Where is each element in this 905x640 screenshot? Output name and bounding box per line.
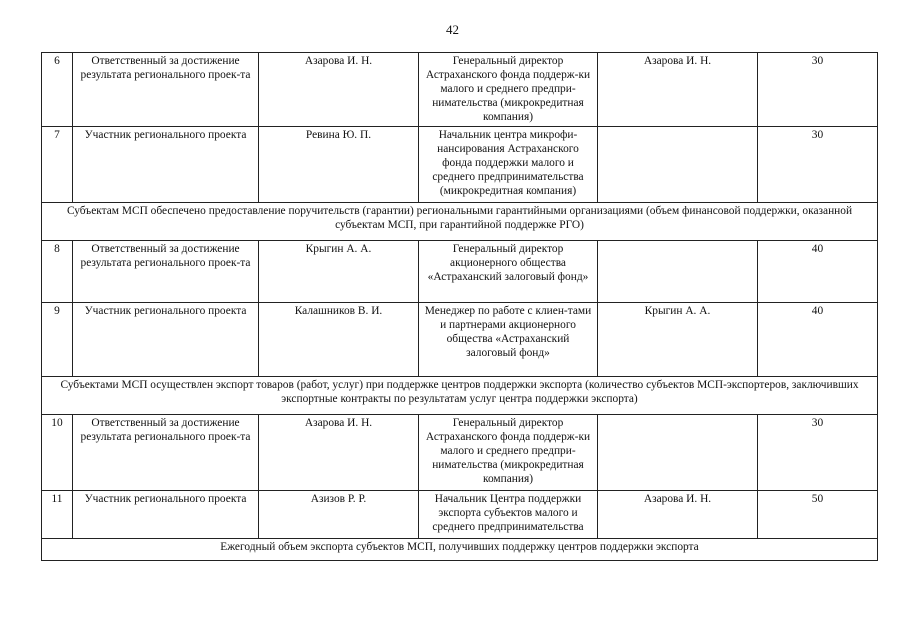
name-cell: Крыгин А. А. (259, 241, 419, 303)
role-cell: Ответственный за достижение результата регионального проек-та (73, 241, 259, 303)
table-row (42, 491, 878, 539)
table-row (42, 241, 878, 303)
table-row (42, 127, 878, 203)
table-row (42, 303, 878, 377)
section-heading: Субъектам МСП обеспечено предоставление поручительств (гарантии) региональными гарантийными организациями (объем финансовой поддержки, оказанной субъектам МСП, при гарантийной поддержке РГО) (42, 203, 878, 241)
row-number: 7 (42, 127, 73, 203)
supervisor-cell (598, 127, 758, 203)
row-number: 6 (42, 53, 73, 127)
percent-cell: 50 (758, 491, 878, 539)
section-row (42, 539, 878, 561)
section-row (42, 377, 878, 415)
supervisor-cell (598, 241, 758, 303)
role-cell: Ответственный за достижение результата регионального проек-та (73, 415, 259, 491)
section-heading: Ежегодный объем экспорта субъектов МСП, получивших поддержку центров поддержки экспорта (42, 539, 878, 561)
row-number: 9 (42, 303, 73, 377)
responsibility-table (41, 52, 878, 561)
table-row (42, 415, 878, 491)
role-cell: Участник регионального проекта (73, 127, 259, 203)
supervisor-cell: Азарова И. Н. (598, 491, 758, 539)
percent-cell: 30 (758, 53, 878, 127)
section-heading: Субъектами МСП осуществлен экспорт товаров (работ, услуг) при поддержке центров поддержки экспорта (количество субъектов МСП-экспортеров, заключивших экспортные контракты по результатам услуг центра поддержки экспорта) (42, 377, 878, 415)
row-number: 8 (42, 241, 73, 303)
position-cell: Генеральный директор акционерного общества «Астраханский залоговый фонд» (419, 241, 598, 303)
name-cell: Калашников В. И. (259, 303, 419, 377)
percent-cell: 30 (758, 415, 878, 491)
role-cell: Участник регионального проекта (73, 303, 259, 377)
section-row (42, 203, 878, 241)
table-row (42, 53, 878, 127)
name-cell: Азарова И. Н. (259, 415, 419, 491)
percent-cell: 40 (758, 303, 878, 377)
name-cell: Ревина Ю. П. (259, 127, 419, 203)
row-number: 11 (42, 491, 73, 539)
supervisor-cell: Крыгин А. А. (598, 303, 758, 377)
page-number: 42 (446, 22, 459, 37)
name-cell: Азизов Р. Р. (259, 491, 419, 539)
name-cell: Азарова И. Н. (259, 53, 419, 127)
position-cell: Менеджер по работе с клиен-тами и партнерами акционерного общества «Астраханский залоговый фонд» (419, 303, 598, 377)
position-cell: Начальник центра микрофи-нансирования Астраханского фонда поддержки малого и среднего предпринимательства (микрокредитная компания) (419, 127, 598, 203)
position-cell: Генеральный директор Астраханского фонда поддерж-ки малого и среднего предпри-нимательства (микрокредитная компания) (419, 415, 598, 491)
row-number: 10 (42, 415, 73, 491)
role-cell: Ответственный за достижение результата регионального проек-та (73, 53, 259, 127)
supervisor-cell: Азарова И. Н. (598, 53, 758, 127)
role-cell: Участник регионального проекта (73, 491, 259, 539)
supervisor-cell (598, 415, 758, 491)
percent-cell: 40 (758, 241, 878, 303)
position-cell: Генеральный директор Астраханского фонда поддерж-ки малого и среднего предпри-нимательства (микрокредитная компания) (419, 53, 598, 127)
position-cell: Начальник Центра поддержки экспорта субъектов малого и среднего предпринимательства (419, 491, 598, 539)
percent-cell: 30 (758, 127, 878, 203)
